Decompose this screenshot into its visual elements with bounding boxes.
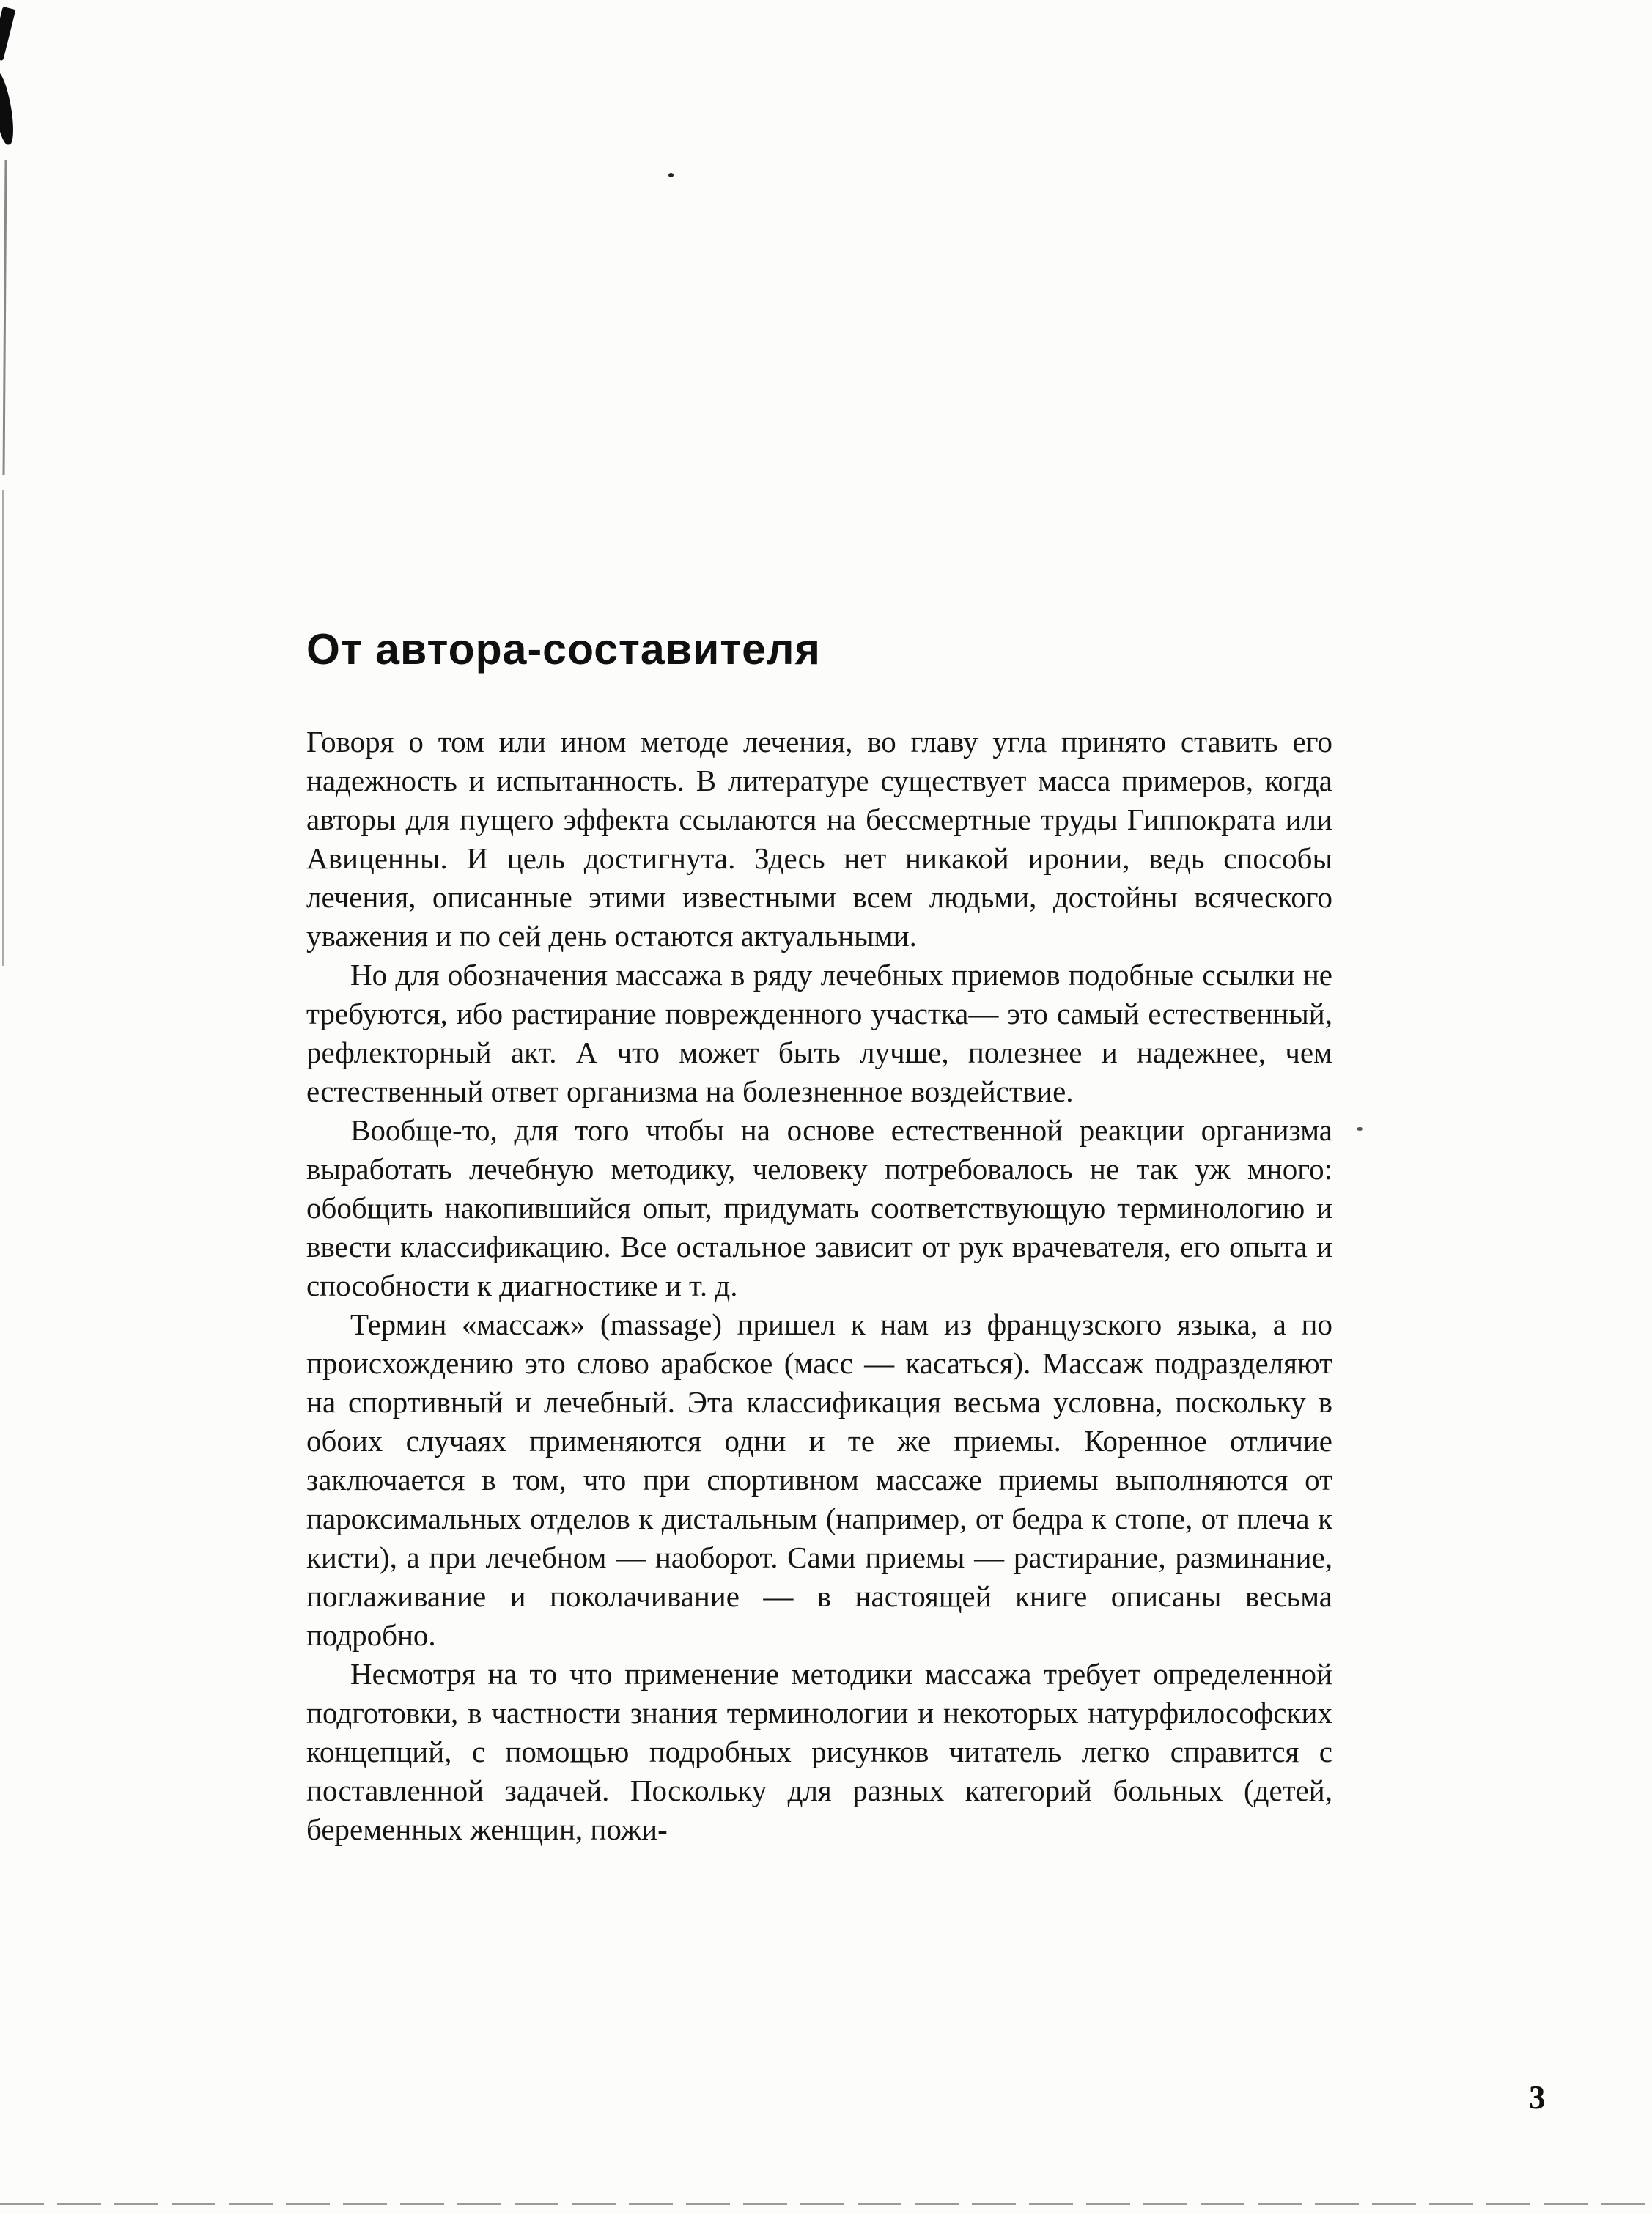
scan-scratch-line xyxy=(2,160,7,475)
scan-speck xyxy=(1357,1127,1363,1131)
paragraph-1: Говоря о том или ином методе лечения, во главу угла принято ставить его надежность и испытанность. В литературе существует масса примеров, когда авторы для пущего эффекта ссылаются на бессмертные труды Гиппократа или Авиценны. И цель достигнута. Здесь нет никакой иронии, ведь способы лечения, описанные этими известными всем людьми, достойны всяческого уважения и по сей день остаются актуальными. xyxy=(306,725,1332,953)
scanner-edge-line xyxy=(0,2203,1652,2205)
paragraph-2: Но для обозначения массажа в ряду лечебных приемов подобные ссылки не требуются, ибо растирание поврежденного участка— это самый естественный, рефлекторный акт. А что может быть лучше, полезнее и надежнее, чем естественный ответ организма на болезненное воздействие. xyxy=(306,958,1332,1108)
scan-speck xyxy=(668,173,674,177)
page-number: 3 xyxy=(1529,2079,1546,2116)
scan-ink-mark xyxy=(0,70,17,146)
scan-scratch-line xyxy=(2,490,4,966)
chapter-title: От автора-составителя xyxy=(306,625,821,674)
paragraph-5: Несмотря на то что применение методики массажа требует определенной подготовки, в частности знания терминологии и некоторых натурфилософских концепций, с помощью подробных рисунков читатель легко справится с поставленной задачей. Поскольку для разных категорий больных (детей, беременных женщин, пожи- xyxy=(306,1657,1332,1846)
paragraph-3: Вообще-то, для того чтобы на основе естественной реакции организма выработать лечебную методику, человеку потребовалось не так уж много: обобщить накопившийся опыт, придумать соответствующую терминологию и ввести классификацию. Все остальное зависит от рук врачевателя, его опыта и способности к диагностике и т. д. xyxy=(306,1113,1332,1302)
paragraph-4: Термин «массаж» (massage) пришел к нам из французского языка, а по происхождению это слово арабское (масс — касаться). Массаж подразделяют на спортивный и лечебный. Эта классификация весьма условна, поскольку в обоих случаях применяются одни и те же приемы. Коренное отличие заключается в том, что при спортивном массаже приемы выполняются от пароксимальных отделов к дистальным (например, от бедра к стопе, от плеча к кисти), а при лечебном — наоборот. Сами приемы — растирание, разминание, поглаживание и поколачивание — в настоящей книге описаны весьма подробно. xyxy=(306,1307,1332,1652)
text-block xyxy=(306,624,1332,1849)
scan-ink-mark xyxy=(0,7,15,61)
